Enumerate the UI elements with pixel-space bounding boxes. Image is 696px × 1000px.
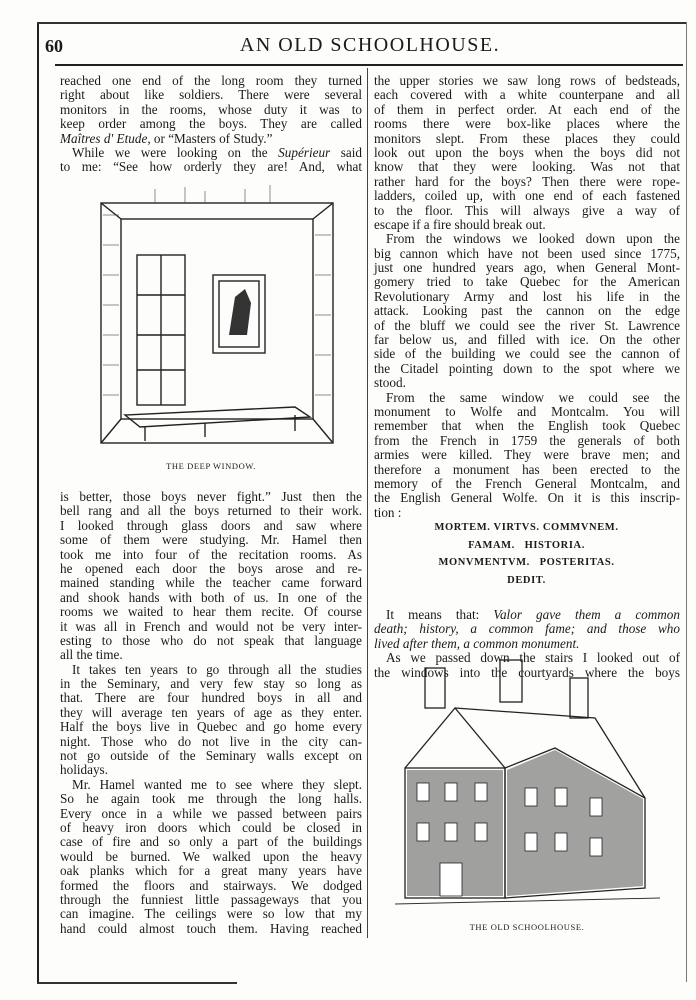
text-line: through the funniest little passageways that you xyxy=(60,891,362,907)
text-line: took me into four of the recitation rooms. As xyxy=(60,546,362,562)
text-line: look out upon the boys when the boys did not xyxy=(374,144,680,160)
text-line: it was all in French and would not be very inter- xyxy=(60,618,362,634)
text-segment: While we were looking on the xyxy=(72,144,279,160)
text-line xyxy=(60,146,362,160)
text-line: It takes ten years to go through all the studies xyxy=(72,661,362,677)
text-line: of the bluff we could see the river St. Lawrence xyxy=(374,317,680,333)
text-line: that. There are four hundred boys in all and xyxy=(60,690,362,706)
text-line: escape if a fire should break out. xyxy=(374,216,546,232)
text-line: monitors in the rooms, whose duty it was to xyxy=(60,101,362,117)
italic-text: Supérieur xyxy=(278,144,331,160)
text-line: rooms we waited to hear them recite. Of course xyxy=(60,604,362,620)
right-column-top-text xyxy=(374,74,680,520)
page-frame-top xyxy=(37,22,687,24)
text-line: formed the floors and stairways. We dodged xyxy=(60,877,362,893)
text-line: far below us, and filled with ice. On the other xyxy=(374,332,680,348)
text-line: of them in perfect order. At each end of the xyxy=(374,101,680,117)
text-line xyxy=(60,132,362,146)
text-line: From the same window we could see the xyxy=(386,389,680,405)
text-line: oak planks which for a great many years have xyxy=(60,863,362,879)
text-line: and shook hands with both of us. In one of the xyxy=(60,589,362,605)
text-line: remember that when the English took Quebec xyxy=(374,418,680,434)
deep-window-caption: THE DEEP WINDOW. xyxy=(166,461,256,471)
text-line: he opened each door the boys arose and re- xyxy=(60,560,362,576)
text-line: all the time. xyxy=(60,647,123,663)
text-line: not go outside of the Seminary walls except on xyxy=(60,748,362,764)
text-line: mained standing while the teacher came forward xyxy=(60,575,362,591)
monument-inscription xyxy=(373,519,680,589)
page-frame-right xyxy=(686,22,687,982)
running-title: AN OLD SCHOOLHOUSE. xyxy=(239,34,501,56)
text-line: stood. xyxy=(374,375,406,391)
text-segment: said xyxy=(330,144,362,160)
old-schoolhouse-caption: THE OLD SCHOOLHOUSE. xyxy=(469,922,585,932)
page-number: 60 xyxy=(45,36,63,56)
left-column-top-text xyxy=(60,74,362,175)
text-line: of heavy iron doors which could be closed in xyxy=(60,819,362,835)
text-line: ladders, coiled up, with one end of each fastened xyxy=(374,188,680,204)
text-line: can imagine. The ceilings were so low that my xyxy=(60,906,362,922)
text-line: From the windows we looked down upon the xyxy=(386,231,680,247)
old-schoolhouse-illustration xyxy=(395,648,660,916)
inscription-line: DEDIT. xyxy=(507,574,546,586)
text-line: holidays. xyxy=(60,762,108,778)
text-line: just one hundred years ago, when General Mont- xyxy=(374,260,680,276)
text-line: esting to those who do not speak that language xyxy=(60,632,362,648)
header-rule xyxy=(55,64,683,66)
italic-text: Maîtres d' Etude xyxy=(60,130,148,146)
text-line: Revolutionary Army and lost his life in the xyxy=(374,288,680,304)
text-line: the windows into the courtyards where the boys xyxy=(374,664,680,680)
text-line: bell rang and all the boys returned to their work. xyxy=(60,503,362,519)
text-line: As we passed down the stairs I looked out of xyxy=(386,650,680,666)
text-line: reached one end of the long room they turned xyxy=(60,73,362,88)
text-line: I looked through glass doors and saw where xyxy=(60,517,362,533)
text-line: memory of the French General Montcalm, and xyxy=(374,475,680,491)
text-line: armies were killed. They were brave men; and xyxy=(374,447,680,463)
text-line: right about like soldiers. There were several xyxy=(60,87,362,103)
text-line: the English General Wolfe. On it is this inscrip- xyxy=(374,490,680,506)
text-segment: It means that: xyxy=(386,607,494,622)
page-frame-left xyxy=(37,22,39,984)
inscription-line: FAMAM. HISTORIA. xyxy=(468,539,585,551)
text-line: Half the boys live in Quebec and go home every xyxy=(60,719,362,735)
text-line: So he again took me through the long halls. xyxy=(60,791,362,807)
text-line: hand could almost touch them. Having reached xyxy=(60,920,362,936)
text-line: some of them were studying. Mr. Hamel then xyxy=(60,532,362,548)
text-line: therefore a monument has been erected to the xyxy=(374,461,680,477)
text-line: gomery tried to take Quebec for the American xyxy=(374,274,680,290)
text-line xyxy=(374,622,680,636)
page-frame-bottom xyxy=(37,982,237,984)
left-column-bottom-text xyxy=(60,490,362,936)
text-line: side of the building we could see the cannon of xyxy=(374,346,680,362)
italic-text: death; history, a common fame; and those who xyxy=(374,621,680,637)
text-line: in the Seminary, and very few stay so long as xyxy=(60,676,362,692)
text-segment: , or “Masters of Study.” xyxy=(147,130,273,146)
text-line: the Citadel pointing down to the spot where we xyxy=(374,360,680,376)
text-line: each covered with a white counterpane and all xyxy=(374,87,680,103)
column-divider xyxy=(367,68,368,938)
text-line: rather hard for the boys? Then there were rope- xyxy=(374,173,680,189)
text-line: Mr. Hamel wanted me to see where they slept. xyxy=(72,776,362,792)
text-line: is better, those boys never fight.” Just then the xyxy=(60,489,362,504)
deep-window-illustration xyxy=(95,185,340,450)
text-line xyxy=(374,608,680,622)
text-line: Every once in a while we passed between pairs xyxy=(60,805,362,821)
text-line: attack. Looking past the cannon on the edge xyxy=(374,303,680,319)
text-line: tion : xyxy=(374,504,402,520)
inscription-line: MORTEM. VIRTVS. COMMVNEM. xyxy=(434,522,619,533)
text-line: monitors slept. From these places they could xyxy=(374,130,680,146)
text-line: would be burned. We walked upon the heavy xyxy=(60,848,362,864)
text-line: the upper stories we saw long rows of bedsteads, xyxy=(374,73,680,88)
text-line: rooms there were box-like places where the xyxy=(374,116,680,132)
italic-text: Valor gave them a common xyxy=(493,607,680,622)
text-line: case of fire and so only a part of the buildings xyxy=(60,834,362,850)
italic-text: lived after them, a common monument. xyxy=(374,635,580,651)
text-line: to me: “See how orderly they are! And, what xyxy=(60,159,362,175)
text-line: from the French in 1759 the generals of both xyxy=(374,432,680,448)
text-line: know that they were looking. Was not that xyxy=(374,159,680,175)
text-line: keep order among the boys. They are called xyxy=(60,116,362,132)
text-line: to the floor. This will always give a way of xyxy=(374,202,680,218)
text-line: they will average ten years of age as they enter. xyxy=(60,704,362,720)
text-line: monument to Wolfe and Montcalm. You will xyxy=(374,403,680,419)
inscription-line: MONVMENTVM. POSTERITAS. xyxy=(438,557,615,568)
text-line: night. Those who do not live in the city can- xyxy=(60,733,362,749)
text-line: big cannon which have not been used since 1775, xyxy=(374,245,680,261)
